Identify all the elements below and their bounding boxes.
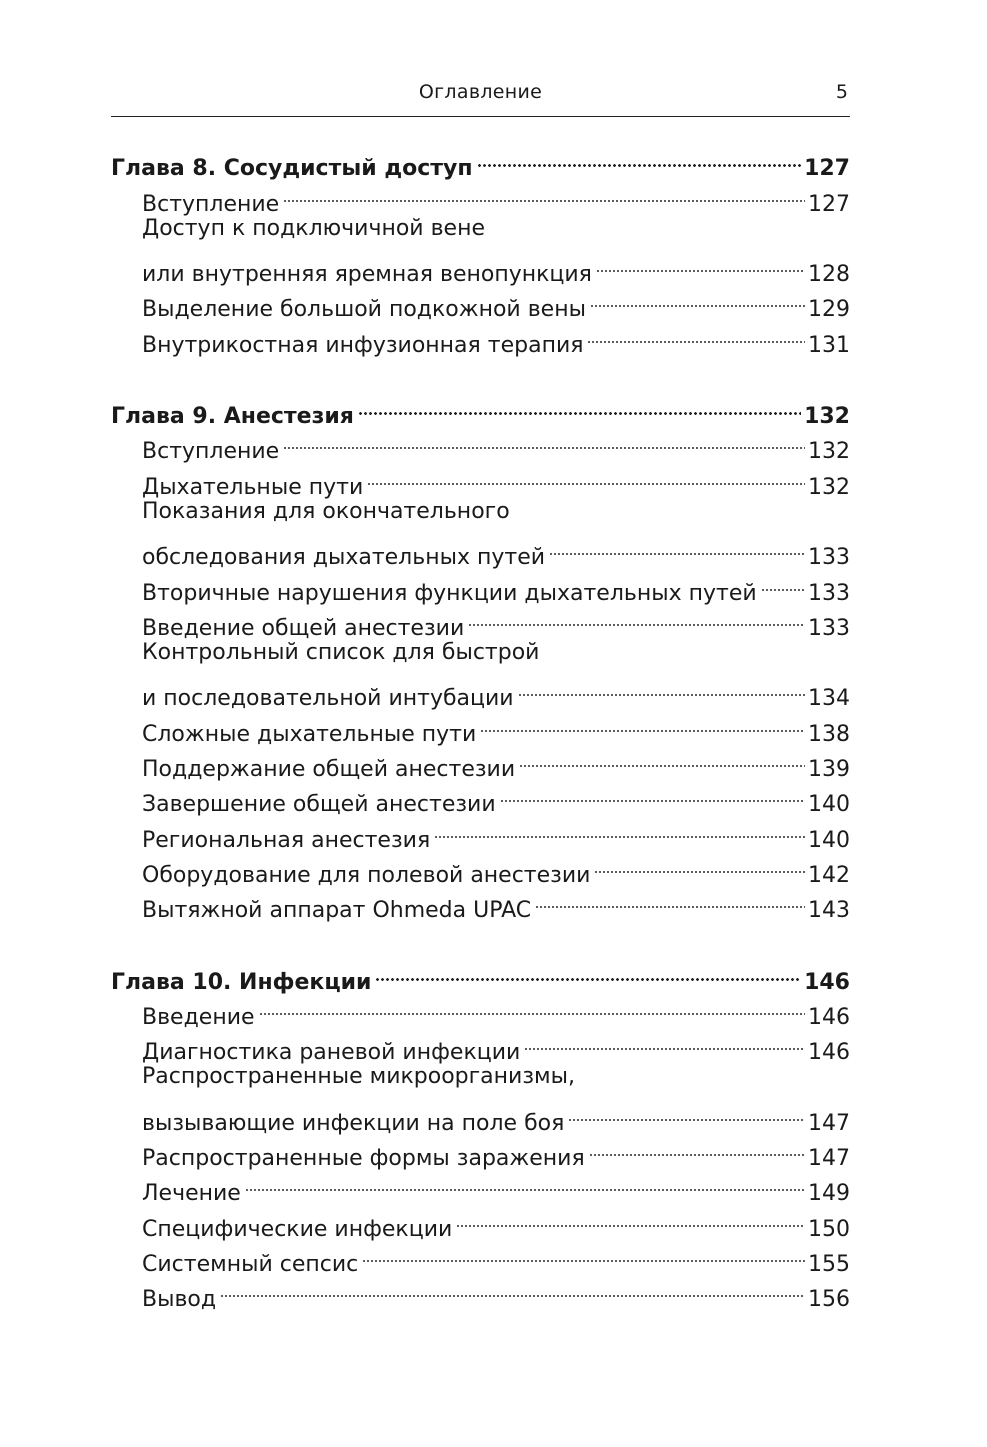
dot-leader bbox=[259, 989, 805, 1024]
dot-leader bbox=[375, 953, 801, 988]
dot-leader bbox=[568, 1094, 805, 1129]
toc-entry[interactable] bbox=[111, 1094, 850, 1136]
toc-entry-page-number: 143 bbox=[808, 898, 850, 924]
dot-leader bbox=[480, 705, 805, 740]
running-header-title: Оглавление bbox=[418, 81, 543, 103]
dot-leader bbox=[358, 388, 801, 423]
toc-entry-title: Оборудование для полевой анестезии bbox=[142, 862, 591, 888]
running-header bbox=[111, 78, 850, 117]
dot-leader bbox=[362, 1236, 805, 1271]
toc-entry-title: Введение bbox=[142, 1004, 255, 1030]
dot-leader bbox=[518, 670, 805, 705]
dot-leader bbox=[220, 1271, 805, 1306]
chapter-title: Глава 8. Сосудистый доступ bbox=[111, 156, 473, 182]
toc-entry-title: Вступление bbox=[142, 439, 280, 465]
toc-entry[interactable] bbox=[111, 494, 850, 529]
toc-entry-title: Доступ к подключичной вене bbox=[142, 215, 486, 241]
toc-entry-page-number: 140 bbox=[808, 792, 850, 818]
dot-leader bbox=[590, 281, 805, 316]
dot-leader bbox=[587, 316, 805, 351]
table-of-contents bbox=[111, 140, 850, 1313]
toc-entry-page-number: 139 bbox=[808, 757, 850, 783]
toc-entry-title: Контрольный список для быстрой bbox=[142, 639, 540, 665]
dot-leader bbox=[524, 1024, 805, 1059]
toc-entry-page-number: 147 bbox=[808, 1110, 850, 1136]
dot-leader bbox=[468, 600, 805, 635]
chapter-section bbox=[111, 140, 850, 358]
chapter-title: Глава 10. Инфекции bbox=[111, 969, 372, 995]
toc-entry-page-number: 156 bbox=[808, 1287, 850, 1313]
toc-entry-title: или внутренняя яремная венопункция bbox=[142, 262, 592, 288]
toc-entry-title: Выделение большой подкожной вены bbox=[142, 297, 586, 323]
toc-entry-title: Региональная анестезия bbox=[142, 827, 431, 853]
toc-entry-title: Вступление bbox=[142, 191, 280, 217]
chapter-page-number: 132 bbox=[804, 404, 850, 430]
toc-entry-title: Поддержание общей анестезии bbox=[142, 757, 516, 783]
toc-entry[interactable] bbox=[111, 529, 850, 571]
chapter-section bbox=[111, 388, 850, 924]
toc-entry-title: Распространенные формы заражения bbox=[142, 1146, 585, 1172]
toc-entry-page-number: 142 bbox=[808, 862, 850, 888]
dot-leader bbox=[283, 423, 805, 458]
dot-leader bbox=[456, 1200, 805, 1235]
toc-entry-page-number: 140 bbox=[808, 827, 850, 853]
page-number: 5 bbox=[835, 81, 848, 103]
toc-entry-title: вызывающие инфекции на поле боя bbox=[142, 1110, 565, 1136]
dot-leader bbox=[367, 458, 805, 493]
dot-leader bbox=[761, 564, 805, 599]
chapter-heading[interactable] bbox=[111, 140, 850, 182]
toc-entry-page-number: 150 bbox=[808, 1216, 850, 1242]
chapter-heading[interactable] bbox=[111, 953, 850, 995]
toc-entry-page-number: 147 bbox=[808, 1146, 850, 1172]
toc-entry-title: Дыхательные пути bbox=[142, 474, 364, 500]
toc-entry-title: Сложные дыхательные пути bbox=[142, 721, 477, 747]
dot-leader bbox=[245, 1165, 805, 1200]
toc-entry[interactable] bbox=[111, 246, 850, 288]
dot-leader bbox=[283, 175, 805, 210]
dot-leader bbox=[594, 847, 805, 882]
toc-entry-page-number: 133 bbox=[808, 615, 850, 641]
toc-entry-title: обследования дыхательных путей bbox=[142, 545, 546, 571]
toc-entry-title: Завершение общей анестезии bbox=[142, 792, 496, 818]
toc-entry-page-number: 128 bbox=[808, 262, 850, 288]
toc-entry-title: Распространенные микроорганизмы, bbox=[142, 1064, 576, 1090]
toc-entry-page-number: 146 bbox=[808, 1004, 850, 1030]
toc-entry-title: Вывод bbox=[142, 1287, 217, 1313]
toc-entry[interactable] bbox=[111, 211, 850, 246]
chapter-page-number: 146 bbox=[804, 969, 850, 995]
dot-leader bbox=[519, 741, 805, 776]
toc-entry-title: Вторичные нарушения функции дыхательных путей bbox=[142, 580, 757, 606]
toc-entry-page-number: 127 bbox=[808, 191, 850, 217]
dot-leader bbox=[596, 246, 805, 281]
toc-entry-title: Показания для окончательного bbox=[142, 498, 510, 524]
toc-entry-title: Введение общей анестезии bbox=[142, 615, 465, 641]
toc-entry[interactable] bbox=[111, 670, 850, 712]
toc-entry-page-number: 134 bbox=[808, 686, 850, 712]
toc-entry-page-number: 133 bbox=[808, 580, 850, 606]
toc-entry-title: Диагностика раневой инфекции bbox=[142, 1040, 521, 1066]
dot-leader bbox=[434, 811, 805, 846]
toc-entry-page-number: 133 bbox=[808, 545, 850, 571]
dot-leader bbox=[549, 529, 805, 564]
dot-leader bbox=[589, 1130, 805, 1165]
toc-entry-title: Системный сепсис bbox=[142, 1251, 359, 1277]
toc-entry[interactable] bbox=[111, 635, 850, 670]
toc-entry-page-number: 132 bbox=[808, 439, 850, 465]
toc-entry-page-number: 132 bbox=[808, 474, 850, 500]
toc-entry-page-number: 155 bbox=[808, 1251, 850, 1277]
toc-entry-page-number: 138 bbox=[808, 721, 850, 747]
toc-entry-page-number: 146 bbox=[808, 1040, 850, 1066]
toc-entry-title: и последовательной интубации bbox=[142, 686, 514, 712]
dot-leader bbox=[500, 776, 805, 811]
toc-entry-page-number: 131 bbox=[808, 332, 850, 358]
chapter-page-number: 127 bbox=[804, 156, 850, 182]
chapter-title: Глава 9. Анестезия bbox=[111, 404, 354, 430]
toc-entry[interactable] bbox=[111, 1271, 850, 1313]
toc-entry-title: Вытяжной аппарат Ohmeda UPAC bbox=[142, 898, 532, 924]
dot-leader bbox=[535, 882, 805, 917]
toc-entry-page-number: 129 bbox=[808, 297, 850, 323]
toc-entry[interactable] bbox=[111, 1059, 850, 1094]
dot-leader bbox=[477, 140, 802, 175]
toc-entry-title: Лечение bbox=[142, 1181, 241, 1207]
toc-entry-title: Внутрикостная инфузионная терапия bbox=[142, 332, 584, 358]
chapter-heading[interactable] bbox=[111, 388, 850, 430]
toc-entry-title: Специфические инфекции bbox=[142, 1216, 453, 1242]
toc-entry-page-number: 149 bbox=[808, 1181, 850, 1207]
chapter-section bbox=[111, 953, 850, 1313]
